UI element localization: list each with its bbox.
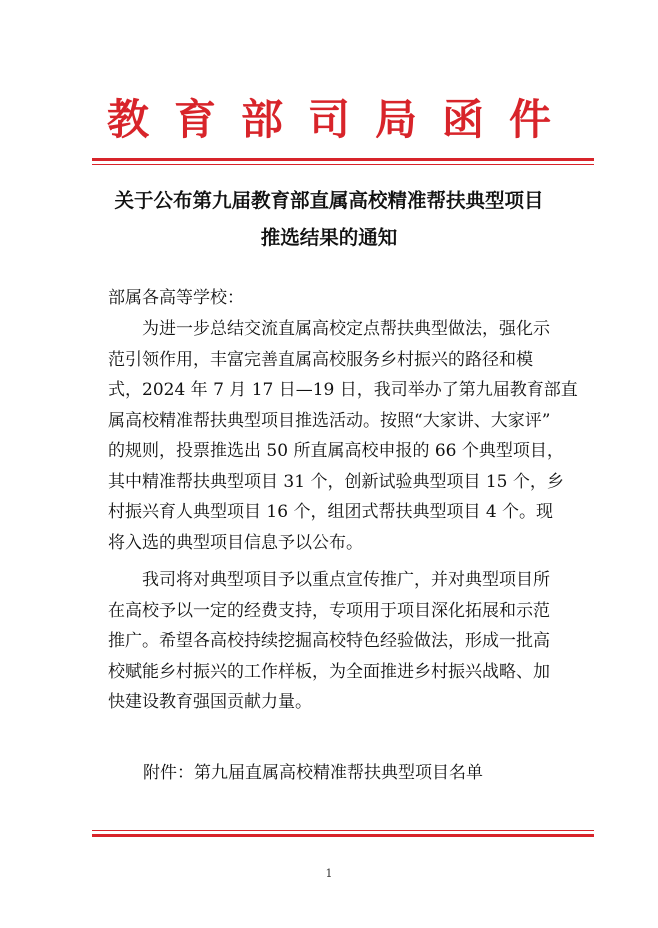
body-paragraph-2 xyxy=(108,565,592,718)
attachment-note: 附件：第九届直属高校精准帮扶典型项目名单 xyxy=(143,763,483,783)
paragraph-line: 村振兴育人典型项目 16 个，组团式帮扶典型项目 4 个。现 xyxy=(108,502,554,522)
footer-rule-thin xyxy=(92,830,594,831)
paragraph-line: 推广。希望各高校持续挖掘高校特色经验做法，形成一批高 xyxy=(108,631,550,651)
notice-title-line-1: 关于公布第九届教育部直属高校精准帮扶典型项目 xyxy=(114,189,544,212)
paragraph-line: 将入选的典型项目信息予以公布。 xyxy=(108,532,363,553)
salutation: 部属各高等学校： xyxy=(108,288,244,308)
page-number: 1 xyxy=(325,867,333,880)
footer-rule-thick xyxy=(92,834,594,837)
paragraph-line: 范引领作用，丰富完善直属高校服务乡村振兴的路径和模 xyxy=(108,349,533,370)
paragraph-line: 为进一步总结交流直属高校定点帮扶典型做法，强化示 xyxy=(142,319,550,339)
letterhead-rule-thin xyxy=(92,164,594,165)
letterhead-title: 教育部司局函件 xyxy=(106,95,576,144)
letterhead-rule-thick xyxy=(92,158,594,161)
body-paragraph-1 xyxy=(108,314,592,558)
paragraph-line: 在高校予以一定的经费支持，专项用于项目深化拓展和示范 xyxy=(108,600,550,621)
paragraph-line: 其中精准帮扶典型项目 31 个，创新试验典型项目 15 个，乡 xyxy=(108,471,564,492)
notice-title-line-2: 推选结果的通知 xyxy=(260,226,398,249)
paragraph-line: 的规则，投票推选出 50 所直属高校申报的 66 个典型项目， xyxy=(108,441,564,461)
paragraph-line: 我司将对典型项目予以重点宣传推广，并对典型项目所 xyxy=(142,570,550,590)
paragraph-line: 属高校精准帮扶典型项目推选活动。按照“大家讲、大家评” xyxy=(108,410,551,431)
paragraph-line: 式，2024 年 7 月 17 日—19 日，我司举办了第九届教育部直 xyxy=(108,380,578,400)
paragraph-line: 校赋能乡村振兴的工作样板，为全面推进乡村振兴战略、加 xyxy=(108,661,550,682)
notice-title xyxy=(60,182,598,256)
paragraph-line: 快建设教育强国贡献力量。 xyxy=(108,692,312,712)
